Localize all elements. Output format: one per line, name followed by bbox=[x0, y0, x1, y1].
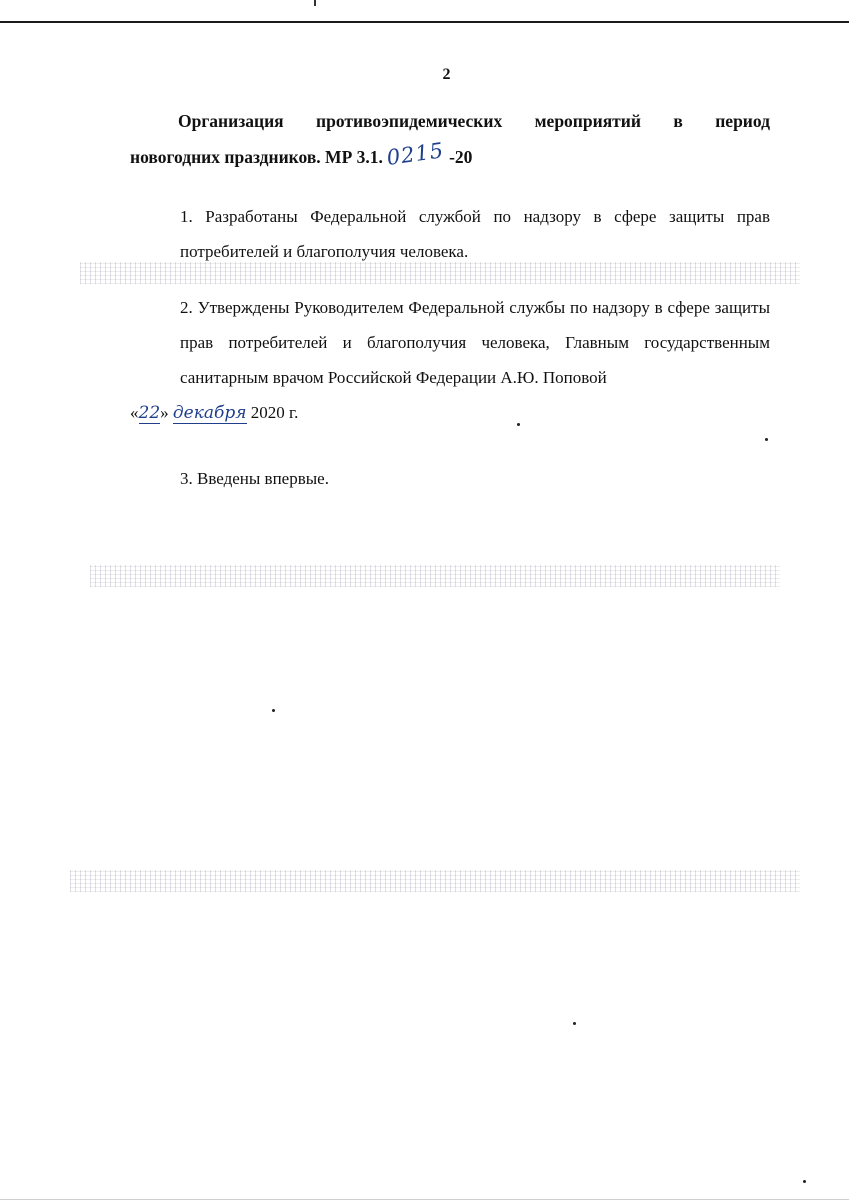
approval-date bbox=[130, 395, 770, 430]
item-3-text: 3. Введены впервые. bbox=[180, 469, 329, 488]
document-title bbox=[130, 104, 770, 175]
title-line-2 bbox=[130, 139, 770, 175]
title-word: противоэпидемических bbox=[316, 111, 503, 131]
handwritten-month: декабря bbox=[172, 403, 247, 423]
date-year: 2020 г. bbox=[250, 403, 299, 422]
scan-dot bbox=[573, 1022, 576, 1025]
item-3-paragraph bbox=[130, 461, 770, 496]
scan-dot bbox=[765, 438, 768, 441]
title-word: Организация bbox=[178, 111, 284, 131]
title-line-1 bbox=[130, 104, 770, 139]
title-suffix: -20 bbox=[449, 147, 473, 167]
scan-dot bbox=[803, 1180, 806, 1183]
date-close-quote: » bbox=[160, 403, 169, 422]
title-prefix: новогодних праздников. МР 3.1. bbox=[130, 147, 383, 167]
header-rule bbox=[0, 21, 849, 23]
date-open-quote: « bbox=[130, 403, 139, 422]
item-2-paragraph bbox=[130, 290, 770, 430]
item-2-text: 2. Утверждены Руководителем Федеральной службы по надзору в сфере защиты прав потребителей и благополучия человека, Главным государственным санитарным врачом Российской Федерации А.Ю. Поповой bbox=[180, 298, 770, 387]
page-number: 2 bbox=[442, 66, 451, 83]
handwritten-doc-number: 0215 bbox=[385, 138, 446, 170]
item-1-text: 1. Разработаны Федеральной службой по надзору в сфере защиты прав потребителей и благополучия человека. bbox=[180, 207, 770, 261]
scan-mark bbox=[314, 0, 316, 6]
title-word: мероприятий bbox=[534, 111, 641, 131]
scan-noise bbox=[90, 565, 780, 587]
title-word: период bbox=[715, 111, 770, 131]
scan-noise bbox=[80, 262, 800, 284]
handwritten-day: 22 bbox=[138, 403, 161, 423]
item-1-paragraph bbox=[130, 199, 770, 269]
scan-noise bbox=[70, 870, 800, 892]
title-word: в bbox=[673, 111, 683, 131]
scan-dot bbox=[517, 423, 520, 426]
scan-dot bbox=[272, 709, 275, 712]
